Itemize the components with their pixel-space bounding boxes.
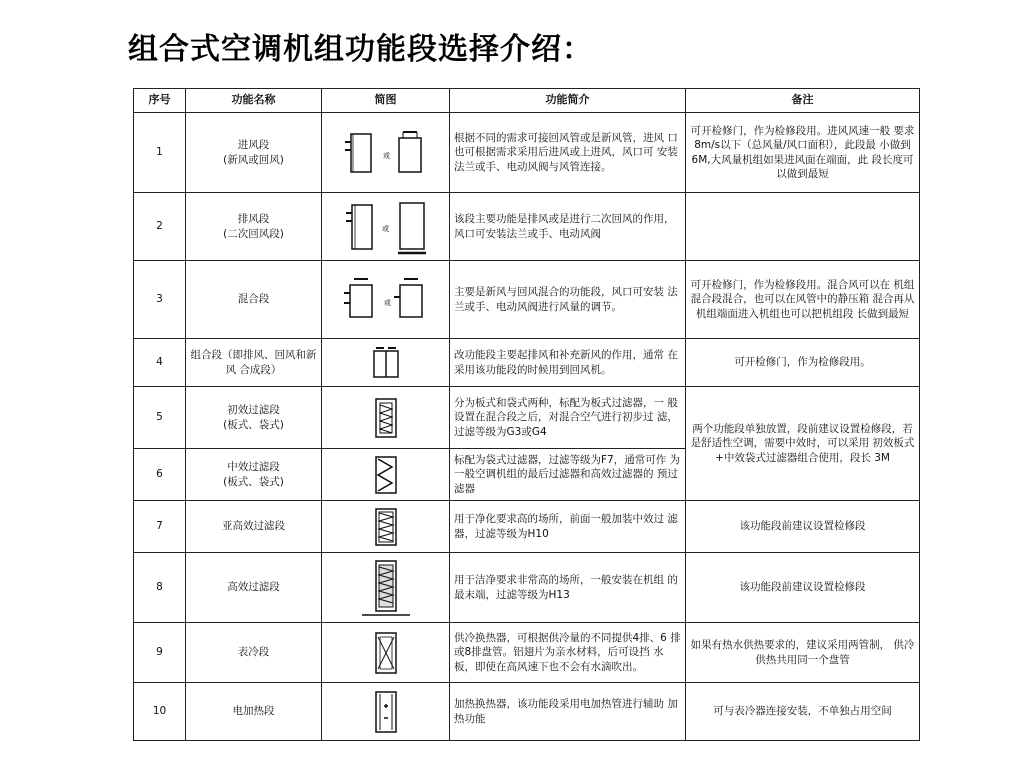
sketch-cell [322, 683, 450, 741]
function-name-label: 混合段 [237, 293, 270, 306]
electric-heater-icon [366, 688, 406, 736]
header-seq: 序号 [134, 89, 186, 113]
function-name [186, 113, 322, 193]
remark: 可开检修门，作为检修段用。混合风可以在 机组混合段混合，也可以在风管中的静压箱 混合再从机组端面进入机组也可以把机组段 长做到最短 [686, 261, 920, 339]
inlet-section-icon [341, 128, 431, 178]
function-description: 改功能段主要起排风和补充新风的作用，通常 在采用该功能段的时候用到回风机。 [450, 339, 686, 387]
remark: 可开检修门，作为检修段用。 [686, 339, 920, 387]
function-name-sub: (新风或回风) [223, 153, 284, 166]
sketch-cell [322, 339, 450, 387]
header-note: 备注 [686, 89, 920, 113]
function-name [186, 501, 322, 553]
function-name [186, 193, 322, 261]
function-name-label: 亚高效过滤段 [222, 520, 285, 533]
function-description: 根据不同的需求可接回风管或是新风管，进风 口也可根据需求采用后进风或上进风，风口可 安装法兰或手、电动风阀与风管连接。 [450, 113, 686, 193]
function-name-label: 初效过滤段 [227, 404, 280, 417]
remark: 可与表冷器连接安装，不单独占用空间 [686, 683, 920, 741]
function-description: 该段主要功能是排风或是进行二次回风的作用，风口可安装法兰或手、电动风阀 [450, 193, 686, 261]
function-name [186, 553, 322, 623]
remark [686, 193, 920, 261]
function-description: 加热换热器，该功能段采用电加热管进行辅助 加热功能 [450, 683, 686, 741]
function-name [186, 339, 322, 387]
cooling-coil-icon [366, 629, 406, 677]
or-label: 或 [383, 298, 391, 307]
table-row [134, 339, 920, 387]
row-number: 6 [134, 449, 186, 501]
row-number: 5 [134, 387, 186, 449]
function-name-sub: (板式、袋式) [223, 418, 284, 431]
header-sketch: 简图 [322, 89, 450, 113]
sketch-cell [322, 553, 450, 623]
function-name [186, 387, 322, 449]
function-name-label: 组合段（即排风、回风和新风 合成段） [190, 349, 317, 376]
table-row [134, 623, 920, 683]
or-label: 或 [382, 151, 390, 160]
header-desc: 功能简介 [450, 89, 686, 113]
remark: 两个功能段单独放置，段前建议设置检修段，若是舒适性空调，需要中效时，可以采用 初效板式+中效袋式过滤器组合使用，段长 3M [686, 387, 920, 501]
row-number: 7 [134, 501, 186, 553]
hepa-filter-icon [356, 557, 416, 619]
function-name-label: 表冷段 [237, 646, 270, 659]
function-name [186, 261, 322, 339]
exhaust-section-icon [338, 197, 434, 257]
function-name-label: 进风段 [237, 139, 270, 152]
sketch-cell [322, 449, 450, 501]
row-number: 10 [134, 683, 186, 741]
function-name-label: 电加热段 [232, 705, 275, 718]
row-number: 4 [134, 339, 186, 387]
table-row [134, 501, 920, 553]
function-name-sub: (板式、袋式) [223, 475, 284, 488]
sketch-cell [322, 623, 450, 683]
function-name-label: 中效过滤段 [227, 461, 280, 474]
row-number: 1 [134, 113, 186, 193]
table-row [134, 193, 920, 261]
function-name [186, 623, 322, 683]
sketch-cell [322, 387, 450, 449]
header-name: 功能名称 [186, 89, 322, 113]
function-description: 用于净化要求高的场所，前面一般加装中效过 滤器，过滤等级为H10 [450, 501, 686, 553]
function-description: 主要是新风与回风混合的功能段，风口可安装 法兰或手、电动风阀进行风量的调节。 [450, 261, 686, 339]
function-description: 供冷换热器，可根据供冷量的不同提供4排、6 排或8排盘管。铝翅片为亲水材料，后可设挡 水板，即使在高风速下也不会有水滴吹出。 [450, 623, 686, 683]
row-number: 8 [134, 553, 186, 623]
table-row [134, 261, 920, 339]
row-number: 2 [134, 193, 186, 261]
sub-hepa-filter-icon [366, 505, 406, 549]
function-name [186, 449, 322, 501]
table-row [134, 113, 920, 193]
sketch-cell [322, 261, 450, 339]
combination-section-icon [366, 345, 406, 381]
function-name-label: 高效过滤段 [227, 581, 280, 594]
medium-filter-icon [366, 453, 406, 497]
function-name-sub: (二次回风段) [223, 227, 284, 240]
page-title: 组合式空调机组功能段选择介绍： [128, 32, 593, 67]
function-description: 用于洁净要求非常高的场所，一般安装在机组 的最末端，过滤等级为H13 [450, 553, 686, 623]
function-description: 分为板式和袋式两种，标配为板式过滤器，一 般设置在混合段之后，对混合空气进行初步过 滤，过滤等级为G3或G4 [450, 387, 686, 449]
or-label: 或 [381, 224, 389, 233]
table-row [134, 683, 920, 741]
table-row [134, 387, 920, 449]
remark: 如果有热水供热要求的，建议采用两管制， 供冷供热共用同一个盘管 [686, 623, 920, 683]
sketch-cell [322, 501, 450, 553]
remark: 该功能段前建议设置检修段 [686, 501, 920, 553]
remark: 可开检修门，作为检修段用。进风风速一般 要求8m/s以下（总风量/风口面积），此段最 小做到6M,大风量机组如果进风面在端面，此 段长度可以做到最短 [686, 113, 920, 193]
table-header-row [134, 89, 920, 113]
mixing-section-icon [338, 275, 434, 325]
sketch-cell [322, 113, 450, 193]
function-section-table [133, 88, 920, 741]
function-description: 标配为袋式过滤器，过滤等级为F7，通常可作 为一般空调机组的最后过滤器和高效过滤器的 预过滤器 [450, 449, 686, 501]
row-number: 9 [134, 623, 186, 683]
sketch-cell [322, 193, 450, 261]
function-name [186, 683, 322, 741]
table-row [134, 553, 920, 623]
function-name-label: 排风段 [237, 213, 270, 226]
row-number: 3 [134, 261, 186, 339]
remark: 该功能段前建议设置检修段 [686, 553, 920, 623]
primary-filter-icon [366, 395, 406, 441]
